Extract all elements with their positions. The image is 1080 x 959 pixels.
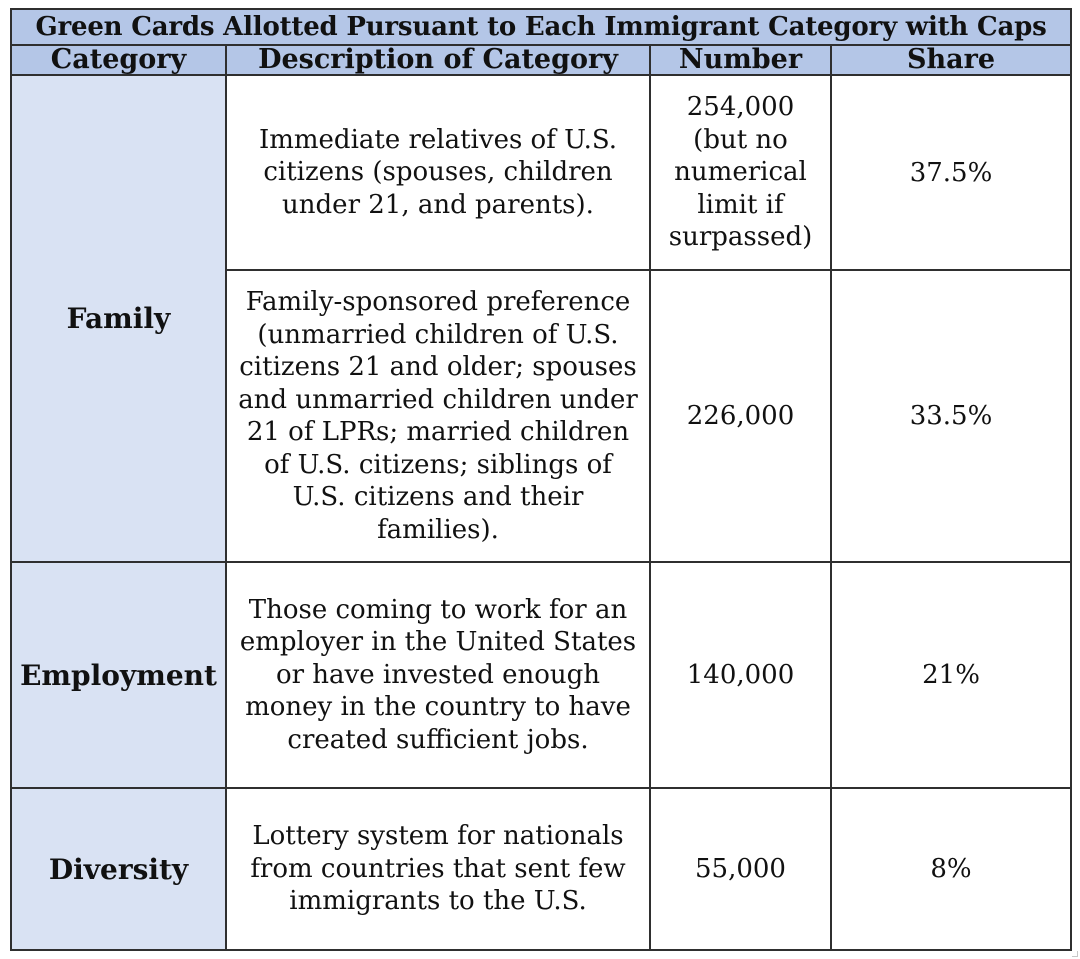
header-category: Category (11, 45, 226, 75)
row-description: Those coming to work for an employer in the United States or have invested enough money in the country to have created sufficient jobs. (226, 562, 650, 788)
green-cards-table (10, 8, 1072, 951)
row-number: 254,000 (but no numerical limit if surpassed) (650, 75, 831, 270)
table-header-row (11, 45, 1071, 75)
row-number: 55,000 (650, 788, 831, 950)
table-title: Green Cards Allotted Pursuant to Each Immigrant Category with Caps (11, 9, 1071, 45)
category-family: Family (11, 75, 226, 562)
row-share: 37.5% (831, 75, 1071, 270)
category-diversity: Diversity (11, 788, 226, 950)
header-number: Number (650, 45, 831, 75)
table-row (11, 562, 1071, 788)
row-number: 140,000 (650, 562, 831, 788)
table-row (11, 788, 1071, 950)
row-number: 226,000 (650, 270, 831, 562)
row-description: Immediate relatives of U.S. citizens (spouses, children under 21, and parents). (226, 75, 650, 270)
row-share: 8% (831, 788, 1071, 950)
table-title-row (11, 9, 1071, 45)
category-employment: Employment (11, 562, 226, 788)
header-share: Share (831, 45, 1071, 75)
row-share: 21% (831, 562, 1071, 788)
row-description: Lottery system for nationals from countries that sent few immigrants to the U.S. (226, 788, 650, 950)
row-share: 33.5% (831, 270, 1071, 562)
corner-resize-mark (1072, 951, 1078, 957)
row-description: Family-sponsored preference (unmarried children of U.S. citizens 21 and older; spouses and unmarried children under 21 of LPRs; married children of U.S. citizens; siblings of U.S. citizens and their families). (226, 270, 650, 562)
table-row (11, 75, 1071, 270)
header-description: Description of Category (226, 45, 650, 75)
